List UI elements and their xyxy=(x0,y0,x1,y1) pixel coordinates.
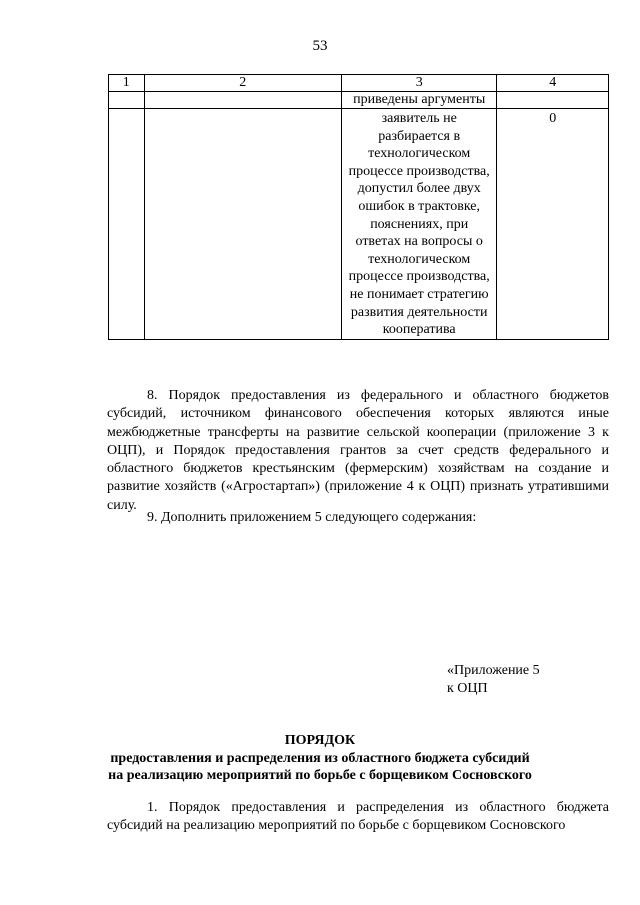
score-cell xyxy=(497,109,609,340)
criteria-table xyxy=(108,74,609,340)
table-cell xyxy=(342,109,497,340)
page-number: 53 xyxy=(312,38,328,54)
table-row xyxy=(109,92,609,109)
table-header-row xyxy=(109,75,609,92)
criterion-text: заявитель не разбирается в технологическом процессе производства, допустил более двух ошибок в трактовке, пояснениях, при ответах на вопросы о технологическом процессе производства, не понимает стратегию развития деятельности кооператива xyxy=(348,111,490,338)
header-cell-4: 4 xyxy=(497,75,609,92)
header-cell-1: 1 xyxy=(109,75,145,92)
paragraph-9: 9. Дополнить приложением 5 следующего содержания: xyxy=(147,510,477,525)
score-value: 0 xyxy=(549,111,557,126)
title-subline: предоставления и распределения из областного бюджета субсидий xyxy=(110,750,530,766)
title-heading: ПОРЯДОК xyxy=(284,733,356,748)
table-cell xyxy=(144,92,341,109)
paragraph-8: 8. Порядок предоставления из федерального и областного бюджетов субсидий, источником финансового обеспечения которых являются иные межбюджетные трансферты на развитие сельской кооперации (приложение 3 к ОЦП), и Порядок предоставления грантов за счет средств федерального и областного бюджетов крестьянским (фермерским) хозяйствам на создание и развитие хозяйств («Агростартап») (приложение 4 к ОЦП) признать утратившими силу. xyxy=(107,388,609,513)
table-cell xyxy=(497,92,609,109)
header-cell-3: 3 xyxy=(342,75,497,92)
table-cell xyxy=(109,92,145,109)
table-cell xyxy=(342,92,497,109)
table-row xyxy=(109,109,609,340)
table-cell xyxy=(109,109,145,340)
document-title xyxy=(0,732,640,785)
header-cell-2: 2 xyxy=(144,75,341,92)
appendix-reference xyxy=(447,662,540,698)
appendix-line: к ОЦП xyxy=(447,681,488,696)
paragraph-1: 1. Порядок предоставления и распределения из областного бюджета субсидий на реализацию мероприятий по борьбе с борщевиком Сосновского xyxy=(107,800,609,834)
appendix-line: «Приложение 5 xyxy=(447,663,540,678)
table-cell xyxy=(144,109,341,340)
title-subline: на реализацию мероприятий по борьбе с борщевиком Сосновского xyxy=(108,768,532,783)
criterion-text: приведены аргументы xyxy=(353,92,486,107)
